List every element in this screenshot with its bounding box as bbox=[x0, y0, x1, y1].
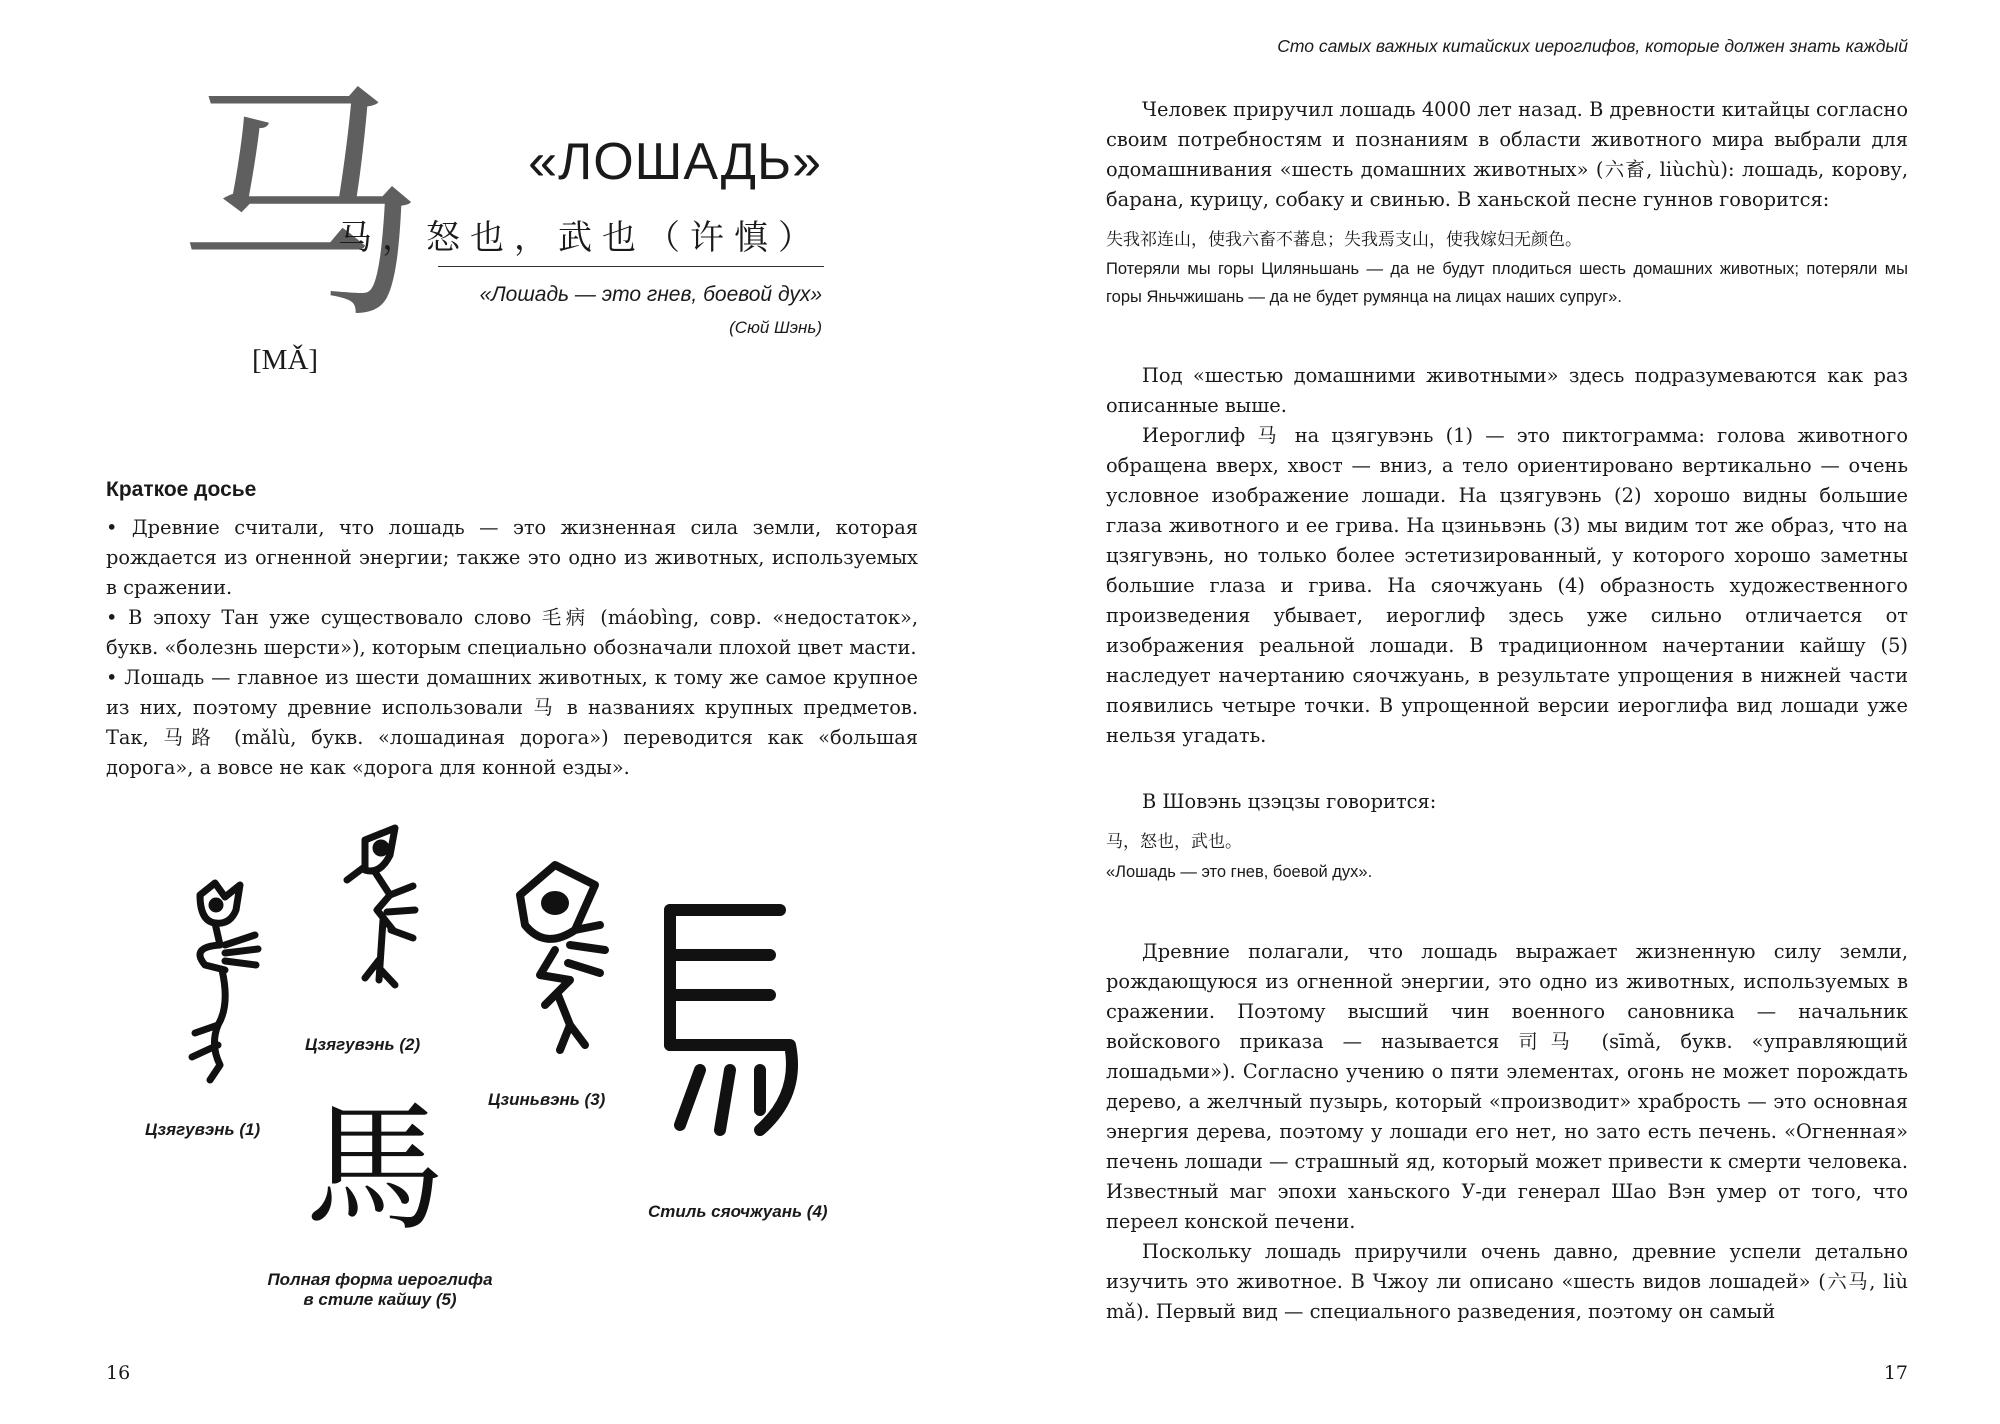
paragraph: Под «шестью домашними животными» здесь подразумеваются как раз описанные выше. bbox=[1106, 364, 1908, 417]
dossier-item: • Древние считали, что лошадь — это жизненная сила земли, которая рождается из огненной энергии; также это одно из животных, используемых в сражении. bbox=[106, 516, 918, 599]
main-character-glyph: 马 bbox=[175, 61, 425, 352]
caption-jinwen-3: Цзиньвэнь (3) bbox=[488, 1090, 606, 1109]
dossier-item: • В эпоху Тан уже существовало слово 毛病 (máobìng, совр. «недостаток», букв. «болезнь шерсти»), которым специально обозначали плохой цвет масти. bbox=[106, 606, 918, 659]
chinese-quote: 马，怒也，武也（许慎） bbox=[338, 218, 822, 258]
caption-jiaguwen-1: Цзягувэнь (1) bbox=[145, 1120, 261, 1139]
dossier-item: • Лошадь — главное из шести домашних животных, к тому же самое крупное из них, поэтому древние использовали 马 в названиях крупных предметов. Так, 马路 (mǎlù, букв. «лошадиная дорога») переводится как «большая дорога», а вовсе не как «дорога для конной езды». bbox=[106, 666, 918, 779]
body-text bbox=[1106, 95, 1908, 1327]
dossier-heading: Краткое досье bbox=[106, 478, 257, 501]
xiaozhuan-4-glyph bbox=[650, 895, 810, 1145]
jinwen-3-glyph bbox=[500, 855, 620, 1055]
caption-kaishu-5-line1: Полная форма иероглифа bbox=[267, 1270, 493, 1289]
page-number-right: 17 bbox=[1883, 1362, 1908, 1384]
page-number-left: 16 bbox=[106, 1362, 131, 1384]
quote-attribution: (Сюй Шэнь) bbox=[729, 318, 822, 337]
jiaguwen-2-glyph bbox=[335, 820, 425, 990]
dossier-list bbox=[106, 513, 918, 783]
paragraph: Поскольку лошадь приручили очень давно, древние успели детально изучить это животное. В Чжоу ли описано «шесть видов лошадей» (六马, liù mǎ). Первый вид — специального разведения, поэтому он самый bbox=[1106, 1240, 1908, 1323]
shuowen-translation: «Лошадь — это гнев, боевой дух». bbox=[1106, 863, 1373, 881]
paragraph: Древние полагали, что лошадь выражает жизненную силу земли, рождающуюся из огненной энергии, это одно из животных, используемых в сражении. Поэтому высший чин военного сановника — начальник войскового приказа — называется 司马 (sīmǎ, букв. «управляющий лошадьми»). Согласно учению о пяти элементах, огонь не может порождать дерево, а желчный пузырь, который «производит» храбрость — это основная энергия дерева, поэтому у лошади его нет, но зато есть печень. «Огненная» печень лошади — страшный яд, который может привести к смерти человека. Известный маг эпохи ханьского У-ди генерал Шао Вэн умер от того, что переел конской печени. bbox=[1106, 940, 1908, 1233]
pinyin-label: [MǍ] bbox=[252, 344, 319, 376]
right-page bbox=[1000, 0, 2000, 1424]
paragraph: Человек приручил лошадь 4000 лет назад. В древности китайцы согласно своим потребностям и познаниям в области животного мира выбрали для одомашнивания «шесть домашних животных» (六畜, liùchù): лошадь, корову, барана, курицу, собаку и свинью. В ханьской песне гуннов говорится: bbox=[1106, 98, 1908, 211]
quote-divider bbox=[438, 266, 824, 267]
caption-xiaozhuan-4: Стиль сяочжуань (4) bbox=[648, 1202, 828, 1221]
running-head: Сто самых важных китайских иероглифов, которые должен знать каждый bbox=[1277, 36, 1908, 56]
page-title: «ЛОШАДЬ» bbox=[528, 133, 822, 191]
caption-kaishu-5-line2: в стиле кайшу (5) bbox=[303, 1290, 457, 1309]
jiaguwen-1-glyph bbox=[170, 875, 270, 1085]
kaishu-5-glyph: 馬 bbox=[305, 1088, 446, 1251]
song-translation: Потеряли мы горы Циляньшань — да не будут плодиться шесть домашних животных; потеряли мы горы Яньчжишань — да не будет румянца на лицах наших супруг». bbox=[1106, 260, 1908, 306]
caption-jiaguwen-2: Цзягувэнь (2) bbox=[305, 1035, 421, 1054]
shuowen-chinese: 马，怒也，武也。 bbox=[1106, 832, 1242, 852]
quote-translation: «Лошадь — это гнев, боевой дух» bbox=[479, 283, 822, 306]
paragraph: В Шовэнь цзэцзы говорится: bbox=[1142, 790, 1437, 813]
caption-kaishu-5 bbox=[260, 1270, 500, 1310]
glyph-evolution-figure bbox=[130, 815, 890, 1335]
paragraph: Иероглиф 马 на цзягувэнь (1) — это пиктограмма: голова животного обращена вверх, хвост — вниз, а тело ориентировано вертикально — очень условное изображение лошади. На цзягувэнь (2) хорошо видны большие глаза животного и ее грива. На цзиньвэнь (3) мы видим тот же образ, что на цзягувэнь, но только более эстетизированный, у которого хорошо заметны большие глаза и грива. На сяочжуань (4) образность художественного произведения убывает, иероглиф здесь уже сильно отличается от изображения реальной лошади. В традиционном начертании кайшу (5) наследует начертанию сяочжуань, в результате упрощения в нижней части появились четыре точки. В упрощенной версии иероглифа вид лошади уже нельзя угадать. bbox=[1106, 424, 1908, 747]
song-chinese: 失我祁连山，使我六畜不蕃息；失我焉支山，使我嫁妇无颜色。 bbox=[1106, 230, 1582, 250]
